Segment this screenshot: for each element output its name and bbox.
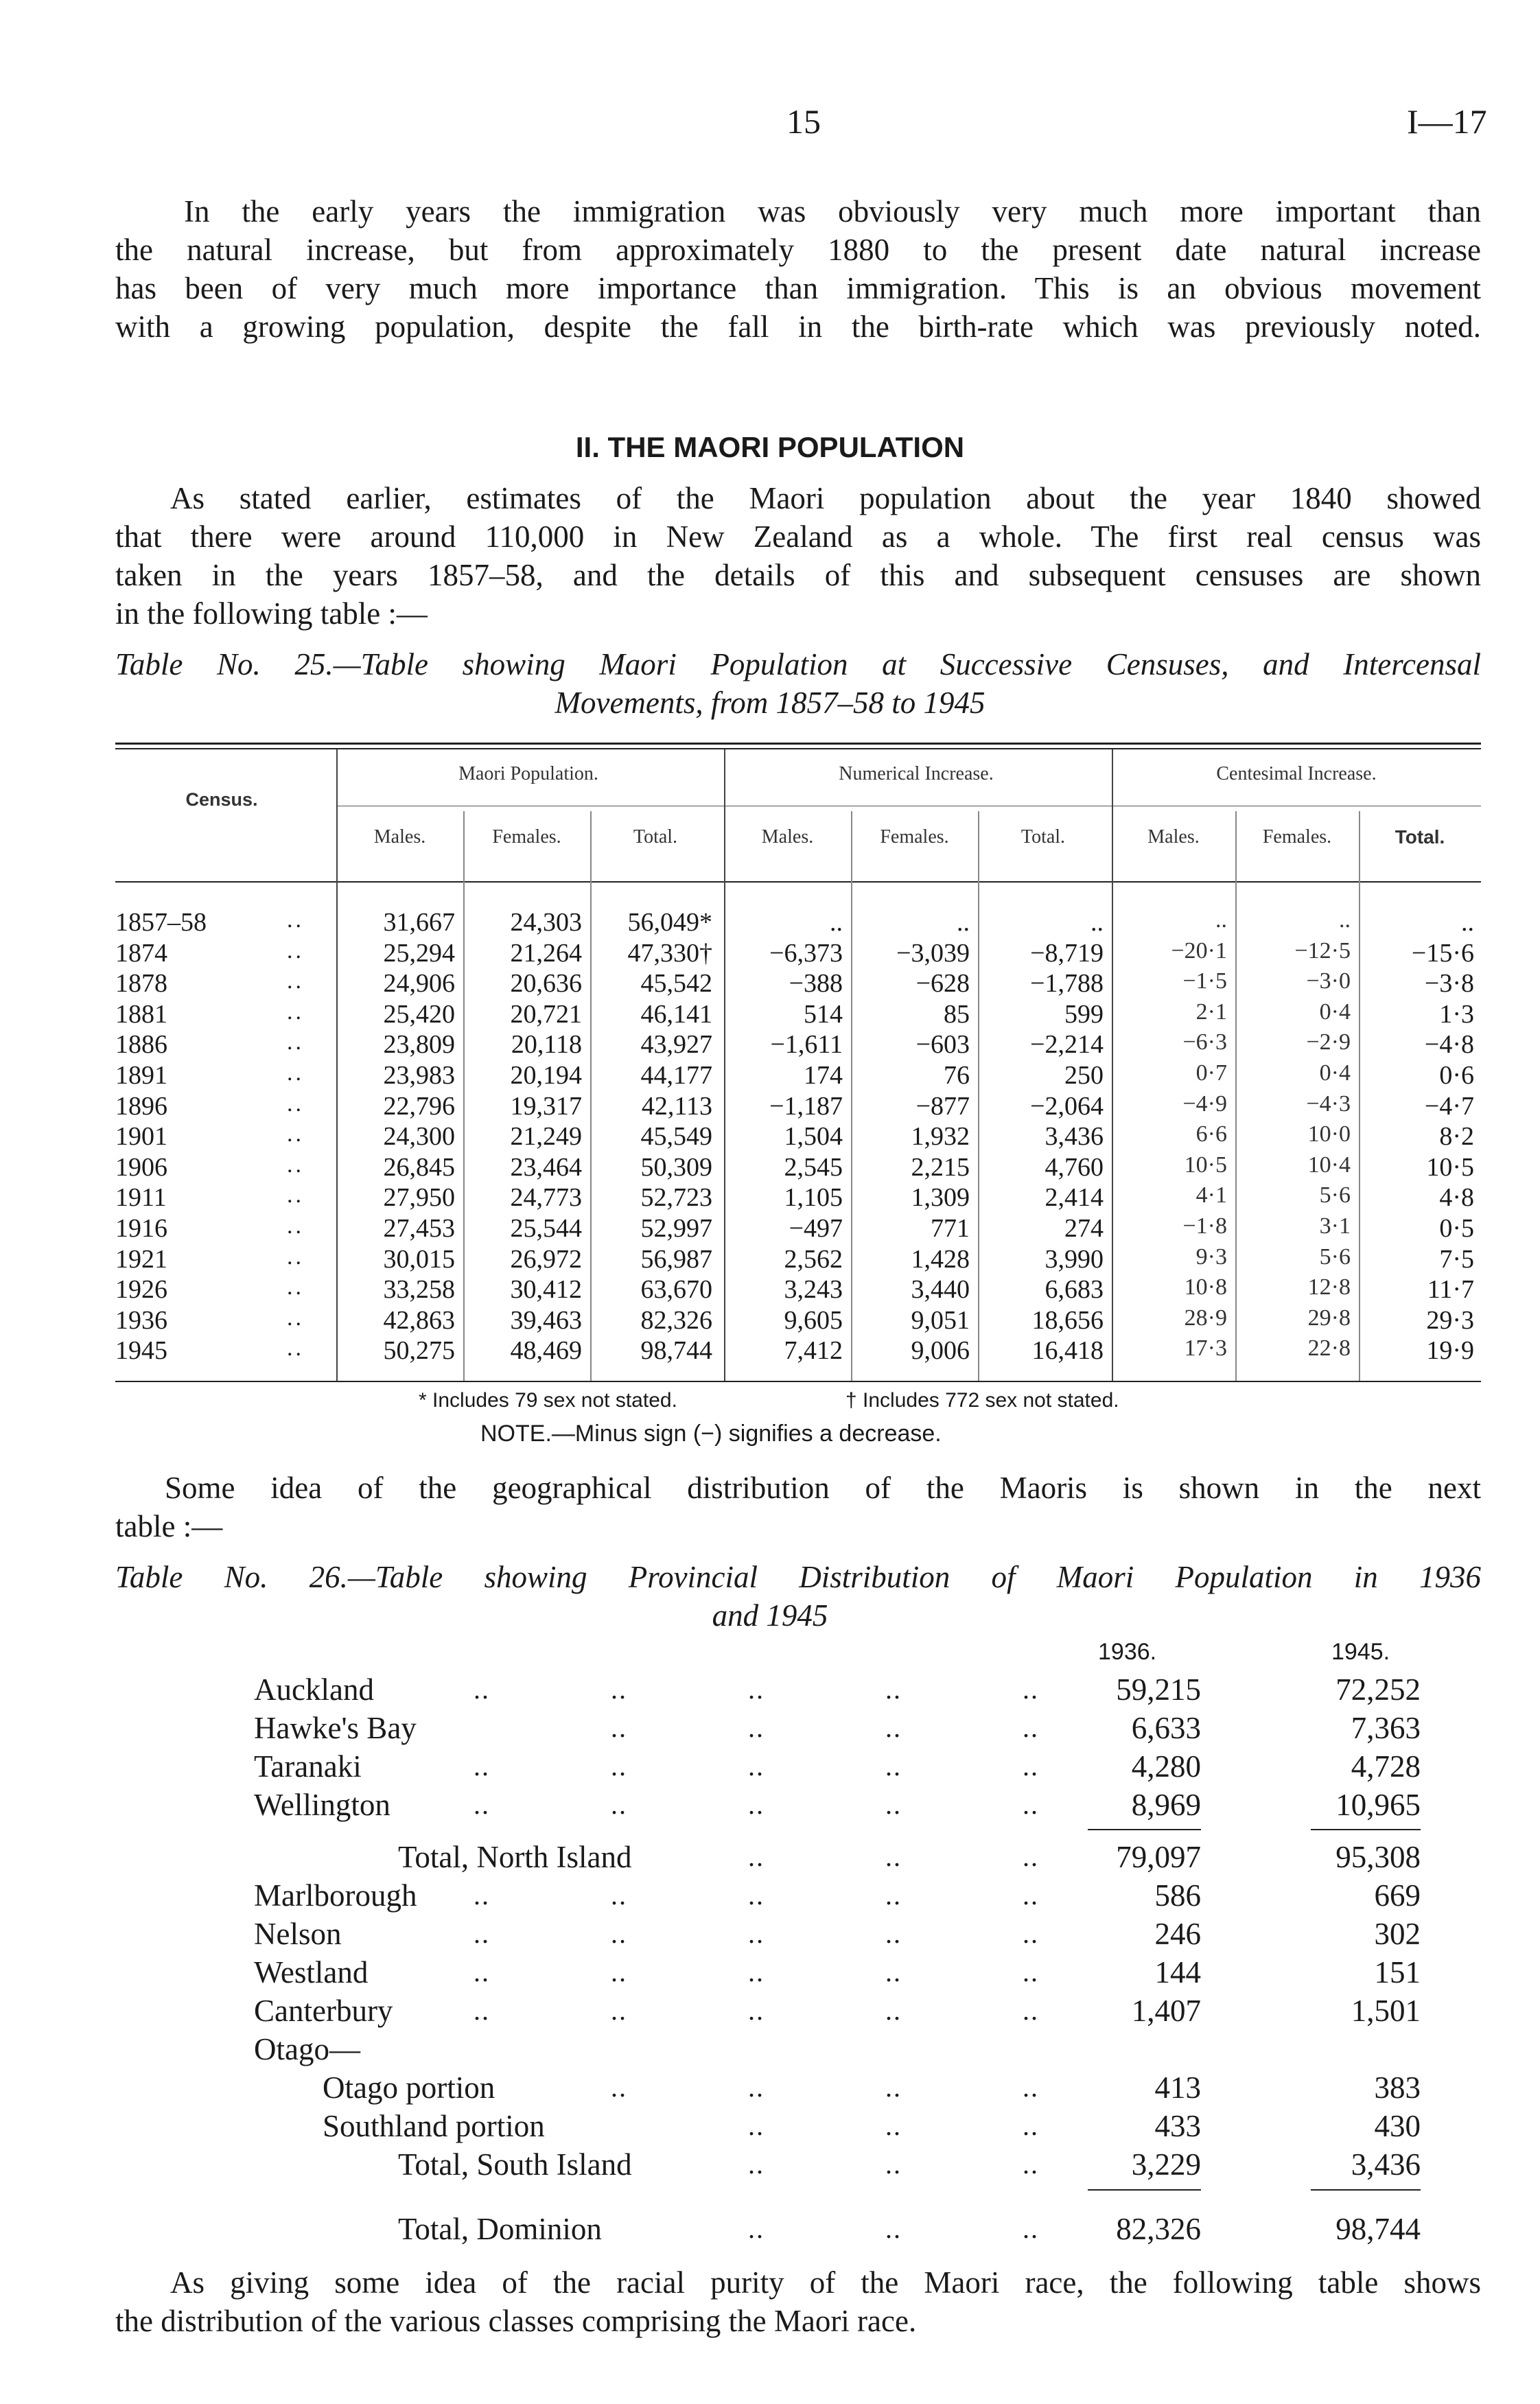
- leader-dots: ..: [748, 1841, 765, 1872]
- leader-dots: ..: [1023, 1957, 1039, 1987]
- leader-dots: ..: [885, 1841, 902, 1872]
- col-header: Males.: [1147, 826, 1200, 848]
- table-cell: 250: [1064, 1061, 1104, 1090]
- col-header: Males.: [373, 826, 426, 848]
- leader-dots: ..: [748, 2149, 765, 2180]
- leader-dots: ..: [611, 1674, 627, 1705]
- table-cell: ..: [1461, 908, 1474, 937]
- census-year: 1921: [115, 1244, 167, 1274]
- table-cell: 23,464: [510, 1152, 582, 1182]
- leader-dots: ..: [748, 1880, 765, 1911]
- table-cell: 76: [944, 1061, 970, 1090]
- table-cell: ..: [1215, 907, 1227, 933]
- province-label: Hawke's Bay: [254, 1711, 417, 1745]
- col-header: Females.: [880, 826, 949, 848]
- leader-dots: ..: [287, 1274, 304, 1300]
- table-cell: −388: [789, 969, 843, 999]
- table-cell: −6·3: [1182, 1029, 1227, 1055]
- value-1945: 430: [1374, 2109, 1421, 2143]
- census-year: 1926: [115, 1275, 167, 1305]
- province-label: Total, South Island: [398, 2147, 632, 2182]
- table-cell: −1·8: [1182, 1213, 1227, 1239]
- table-cell: −3·0: [1306, 968, 1351, 994]
- page-code: I—17: [1407, 102, 1487, 141]
- text-line: that there were around 110,000 in New Zealand as a whole. The first real census was: [115, 520, 1481, 554]
- province-label: Otago—: [254, 2032, 360, 2066]
- text-line: the natural increase, but from approximately 1880 to the present date natural increase: [115, 233, 1481, 267]
- leader-dots: ..: [474, 1674, 490, 1705]
- table-cell: 12·8: [1307, 1274, 1351, 1300]
- leader-dots: ..: [1023, 1918, 1039, 1949]
- table-cell: −4·8: [1424, 1030, 1474, 1060]
- table-cell: ..: [1339, 907, 1351, 933]
- table-cell: 8·2: [1439, 1122, 1474, 1152]
- table-cell: 1,105: [784, 1183, 843, 1213]
- census-year: 1906: [115, 1152, 167, 1182]
- table-cell: −4·7: [1424, 1091, 1474, 1121]
- table-cell: 10·4: [1307, 1152, 1351, 1178]
- col-header-1936: 1936.: [1098, 1639, 1157, 1665]
- value-1936: 586: [1154, 1878, 1201, 1913]
- leader-dots: ..: [474, 1880, 490, 1911]
- text-line: In the early years the immigration was obviously very much more important than: [184, 194, 1481, 229]
- table-cell: 50,309: [640, 1152, 712, 1182]
- province-label: Nelson: [254, 1917, 342, 1951]
- table-cell: 2,545: [784, 1152, 843, 1182]
- text-line: has been of very much more importance than immigration. This is an obvious movement: [115, 271, 1481, 305]
- census-year: 1874: [115, 938, 167, 968]
- table-cell: ..: [830, 908, 843, 937]
- table-cell: 1,932: [911, 1122, 970, 1152]
- table-cell: 4·1: [1195, 1182, 1227, 1209]
- text-line: the distribution of the various classes comprising the Maori race.: [115, 2304, 917, 2338]
- census-year: 1891: [115, 1061, 167, 1090]
- value-1945: 1,501: [1351, 1994, 1421, 2028]
- table-cell: 5·6: [1319, 1244, 1351, 1270]
- table-cell: 30,015: [383, 1244, 455, 1274]
- table-cell: −4·9: [1182, 1090, 1227, 1117]
- table-cell: 4,760: [1045, 1152, 1104, 1182]
- table-cell: −4·3: [1306, 1090, 1351, 1117]
- table-cell: 39,463: [510, 1305, 582, 1335]
- col-header: Total.: [633, 826, 678, 848]
- table-cell: 5·6: [1319, 1182, 1351, 1209]
- table-cell: 29·3: [1426, 1305, 1474, 1335]
- table-cell: −2,064: [1030, 1091, 1104, 1121]
- leader-dots: ..: [1023, 2110, 1039, 2141]
- text-line: with a growing population, despite the fall in the birth-rate which was previously noted.: [115, 310, 1481, 344]
- table-cell: 2,562: [784, 1244, 843, 1274]
- province-label: Auckland: [254, 1672, 374, 1707]
- leader-dots: ..: [748, 2072, 765, 2103]
- col-header: Total.: [1395, 826, 1445, 848]
- text-line: Some idea of the geographical distribution of the Maoris is shown in the next: [165, 1471, 1481, 1505]
- table-cell: 18,656: [1031, 1305, 1104, 1335]
- table-cell: 26,845: [383, 1152, 455, 1182]
- col-header: Total.: [1020, 826, 1066, 848]
- province-label: Wellington: [254, 1788, 390, 1822]
- leader-dots: ..: [885, 1995, 902, 2026]
- leader-dots: ..: [474, 1995, 490, 2026]
- table-25-caption: Table No. 25.—Table showing Maori Population at Successive Censuses, and Intercensal: [115, 647, 1481, 681]
- table-cell: 9·3: [1195, 1244, 1227, 1270]
- leader-dots: ..: [1023, 1751, 1039, 1782]
- text-line: As stated earlier, estimates of the Maori population about the year 1840 showed: [170, 481, 1481, 515]
- value-1936: 144: [1154, 1955, 1201, 1989]
- table-cell: 7·5: [1439, 1244, 1474, 1274]
- leader-dots: ..: [885, 2072, 902, 2103]
- table-cell: 2,414: [1045, 1183, 1104, 1213]
- leader-dots: ..: [885, 2149, 902, 2180]
- table-cell: 6,683: [1045, 1275, 1104, 1305]
- table-cell: 1,504: [784, 1122, 843, 1152]
- table-cell: −1,788: [1030, 969, 1104, 999]
- table-cell: −1·5: [1182, 968, 1227, 994]
- table-cell: 0·4: [1319, 999, 1351, 1025]
- census-year: 1936: [115, 1305, 167, 1335]
- text-line: As giving some idea of the racial purity of the Maori race, the following table shows: [170, 2265, 1481, 2300]
- province-label: Total, North Island: [398, 1840, 632, 1874]
- table-cell: −12·5: [1294, 937, 1351, 964]
- census-header: Census.: [185, 789, 258, 810]
- leader-dots: ..: [748, 1957, 765, 1987]
- leader-dots: ..: [474, 1918, 490, 1949]
- table-cell: −2·9: [1306, 1029, 1351, 1055]
- leader-dots: ..: [1023, 2072, 1039, 2103]
- leader-dots: ..: [885, 1751, 902, 1782]
- leader-dots: ..: [885, 1789, 902, 1820]
- table-cell: ..: [957, 908, 970, 937]
- leader-dots: ..: [611, 1918, 627, 1949]
- table-cell: 50,275: [383, 1336, 455, 1366]
- leader-dots: ..: [287, 1121, 304, 1147]
- table-cell: 9,051: [911, 1305, 970, 1335]
- leader-dots: ..: [1023, 1674, 1039, 1705]
- table-cell: 0·5: [1439, 1214, 1474, 1243]
- value-1936: 4,280: [1131, 1749, 1201, 1784]
- table-cell: 514: [804, 999, 843, 1029]
- leader-dots: ..: [885, 1674, 902, 1705]
- table-cell: 771: [931, 1214, 970, 1243]
- table-cell: 9,006: [911, 1336, 970, 1366]
- leader-dots: ..: [748, 1789, 765, 1820]
- leader-dots: ..: [748, 1995, 765, 2026]
- table-cell: 46,141: [640, 999, 712, 1029]
- leader-dots: ..: [611, 2072, 627, 2103]
- province-label: Marlborough: [254, 1878, 417, 1913]
- table-cell: 25,420: [383, 999, 455, 1029]
- table-cell: 1,309: [911, 1183, 970, 1213]
- table-cell: 21,264: [510, 938, 582, 968]
- table-cell: 19·9: [1426, 1336, 1474, 1366]
- leader-dots: ..: [611, 1751, 627, 1782]
- leader-dots: ..: [287, 1335, 304, 1362]
- group-header-centesimal: Centesimal Increase.: [1216, 763, 1377, 784]
- census-year: 1881: [115, 999, 167, 1029]
- table-cell: 21,249: [510, 1122, 582, 1152]
- leader-dots: ..: [287, 1090, 304, 1117]
- table-cell: 3,243: [784, 1275, 843, 1305]
- leader-dots: ..: [1023, 1841, 1039, 1872]
- leader-dots: ..: [748, 1712, 765, 1743]
- table-cell: 85: [944, 999, 970, 1029]
- footnote-star: * Includes 79 sex not stated.: [419, 1389, 677, 1412]
- table-cell: −603: [915, 1030, 970, 1060]
- leader-dots: ..: [611, 1995, 627, 2026]
- leader-dots: ..: [287, 1305, 304, 1331]
- table-cell: 3,440: [911, 1275, 970, 1305]
- census-year: 1916: [115, 1214, 167, 1243]
- leader-dots: ..: [287, 1060, 304, 1086]
- table-cell: 28·9: [1184, 1305, 1227, 1331]
- table-cell: 33,258: [383, 1275, 455, 1305]
- leader-dots: ..: [885, 2110, 902, 2141]
- table-cell: 44,177: [640, 1061, 712, 1090]
- col-header: Females.: [492, 826, 561, 848]
- table-cell: 274: [1064, 1214, 1104, 1243]
- table-cell: 24,773: [510, 1183, 582, 1213]
- table-cell: 20,118: [511, 1030, 582, 1060]
- table-cell: 56,987: [640, 1244, 712, 1274]
- table-cell: 3·1: [1319, 1213, 1351, 1239]
- leader-dots: ..: [1023, 1712, 1039, 1743]
- table-cell: 98,744: [640, 1336, 712, 1366]
- leader-dots: ..: [885, 1712, 902, 1743]
- table-cell: 20,721: [510, 999, 582, 1029]
- text-line: in the following table :—: [115, 596, 428, 631]
- leader-dots: ..: [287, 1182, 304, 1209]
- leader-dots: ..: [474, 1751, 490, 1782]
- table-cell: 42,863: [383, 1305, 455, 1335]
- leader-dots: ..: [287, 1152, 304, 1178]
- table-26-caption: Table No. 26.—Table showing Provincial Distribution of Maori Population in 1936: [115, 1560, 1481, 1594]
- leader-dots: ..: [748, 1751, 765, 1782]
- table-cell: 24,300: [383, 1122, 455, 1152]
- province-label: Taranaki: [254, 1749, 362, 1784]
- table-cell: −1,187: [769, 1091, 843, 1121]
- value-1945: 302: [1374, 1917, 1421, 1951]
- census-year: 1911: [115, 1183, 167, 1213]
- value-1936: 433: [1154, 2109, 1201, 2143]
- table-cell: −8,719: [1030, 938, 1104, 968]
- leader-dots: ..: [748, 2213, 765, 2244]
- leader-dots: ..: [611, 1712, 627, 1743]
- table-cell: −2,214: [1030, 1030, 1104, 1060]
- leader-dots: ..: [611, 1880, 627, 1911]
- text-line: table :—: [115, 1509, 223, 1543]
- leader-dots: ..: [1023, 1789, 1039, 1820]
- table-cell: 174: [804, 1061, 843, 1090]
- value-1945: 72,252: [1335, 1672, 1421, 1707]
- table-cell: −497: [789, 1214, 843, 1243]
- value-1936: 246: [1154, 1917, 1201, 1951]
- table-cell: 20,194: [510, 1061, 582, 1090]
- province-label: Southland portion: [323, 2109, 545, 2143]
- leader-dots: ..: [1023, 1880, 1039, 1911]
- table-cell: 22·8: [1307, 1335, 1351, 1362]
- table-cell: 4·8: [1439, 1183, 1474, 1213]
- leader-dots: ..: [885, 1918, 902, 1949]
- leader-dots: ..: [1023, 1995, 1039, 2026]
- table-cell: 47,330†: [627, 938, 712, 968]
- province-label: Otago portion: [323, 2070, 495, 2105]
- table-cell: 31,667: [383, 908, 455, 937]
- value-1945: 10,965: [1335, 1788, 1421, 1822]
- group-header-population: Maori Population.: [458, 763, 598, 784]
- table-cell: 27,950: [383, 1183, 455, 1213]
- table-26-caption-cont: and 1945: [712, 1598, 828, 1633]
- col-header: Females.: [1262, 826, 1332, 848]
- census-year: 1901: [115, 1122, 167, 1152]
- value-1945: 98,744: [1335, 2212, 1421, 2246]
- table-cell: 10·0: [1307, 1121, 1351, 1147]
- leader-dots: ..: [287, 1244, 304, 1270]
- value-1945: 669: [1374, 1878, 1421, 1913]
- leader-dots: ..: [611, 1789, 627, 1820]
- text-line: taken in the years 1857–58, and the details of this and subsequent censuses are shown: [115, 558, 1481, 592]
- table-cell: 45,542: [640, 969, 712, 999]
- value-1945: 3,436: [1351, 2147, 1421, 2182]
- col-header: Males.: [761, 826, 814, 848]
- table-cell: 24,906: [383, 969, 455, 999]
- leader-dots: ..: [1023, 2213, 1039, 2244]
- table-cell: 27,453: [383, 1214, 455, 1243]
- table-cell: 25,294: [383, 938, 455, 968]
- leader-dots: ..: [885, 1957, 902, 1987]
- col-header-1945: 1945.: [1331, 1639, 1390, 1665]
- table-cell: −15·6: [1411, 938, 1474, 968]
- table-cell: 10·8: [1184, 1274, 1227, 1300]
- census-year: 1878: [115, 969, 167, 999]
- section-title: II. THE MAORI POPULATION: [575, 431, 965, 463]
- leader-dots: ..: [287, 1213, 304, 1239]
- table-cell: 24,303: [510, 908, 582, 937]
- table-cell: 23,809: [383, 1030, 455, 1060]
- value-1945: 95,308: [1335, 1840, 1421, 1874]
- value-1936: 413: [1154, 2070, 1201, 2105]
- value-1936: 8,969: [1131, 1788, 1201, 1822]
- table-cell: −20·1: [1171, 937, 1227, 964]
- table-cell: 30,412: [510, 1275, 582, 1305]
- table-cell: 17·3: [1184, 1335, 1227, 1362]
- table-cell: 7,412: [784, 1336, 843, 1366]
- table-cell: 1,428: [911, 1244, 970, 1274]
- table-cell: 43,927: [640, 1030, 712, 1060]
- table-cell: −628: [915, 969, 970, 999]
- value-1936: 79,097: [1116, 1840, 1201, 1874]
- table-cell: 3,990: [1045, 1244, 1104, 1274]
- table-25-caption-cont: Movements, from 1857–58 to 1945: [555, 686, 985, 720]
- table-cell: 0·4: [1319, 1060, 1351, 1086]
- value-1945: 383: [1374, 2070, 1421, 2105]
- census-year: 1945: [115, 1336, 167, 1366]
- leader-dots: ..: [287, 1029, 304, 1055]
- table-cell: 2·1: [1195, 999, 1227, 1025]
- leader-dots: ..: [611, 1957, 627, 1987]
- value-1936: 59,215: [1116, 1672, 1201, 1707]
- leader-dots: ..: [748, 2110, 765, 2141]
- note-minus-sign: NOTE.—Minus sign (−) signifies a decrease.: [480, 1421, 942, 1447]
- province-label: Westland: [254, 1955, 369, 1989]
- table-cell: 29·8: [1307, 1305, 1351, 1331]
- census-year: 1886: [115, 1030, 167, 1060]
- value-1936: 1,407: [1131, 1994, 1201, 2028]
- table-cell: −6,373: [769, 938, 843, 968]
- table-cell: 52,997: [640, 1214, 712, 1243]
- province-label: Total, Dominion: [398, 2212, 602, 2246]
- value-1945: 4,728: [1351, 1749, 1421, 1784]
- value-1945: 151: [1374, 1955, 1421, 1989]
- table-cell: 48,469: [510, 1336, 582, 1366]
- leader-dots: ..: [1023, 2149, 1039, 2180]
- value-1936: 6,633: [1131, 1711, 1201, 1745]
- table-cell: 10·5: [1426, 1152, 1474, 1182]
- leader-dots: ..: [287, 907, 304, 933]
- leader-dots: ..: [748, 1674, 765, 1705]
- table-cell: 26,972: [510, 1244, 582, 1274]
- table-cell: 23,983: [383, 1061, 455, 1090]
- table-cell: −1,611: [770, 1030, 843, 1060]
- table-cell: −3,039: [896, 938, 970, 968]
- leader-dots: ..: [885, 2213, 902, 2244]
- table-cell: 0·7: [1195, 1060, 1227, 1086]
- table-cell: 0·6: [1439, 1061, 1474, 1090]
- table-cell: −3·8: [1424, 969, 1474, 999]
- table-cell: 10·5: [1184, 1152, 1227, 1178]
- leader-dots: ..: [287, 937, 304, 964]
- table-cell: 2,215: [911, 1152, 970, 1182]
- leader-dots: ..: [287, 999, 304, 1025]
- group-header-numerical: Numerical Increase.: [839, 763, 994, 784]
- footnote-dagger: † Includes 772 sex not stated.: [845, 1389, 1119, 1412]
- table-cell: 3,436: [1045, 1122, 1104, 1152]
- table-cell: 20,636: [510, 969, 582, 999]
- leader-dots: ..: [474, 1789, 490, 1820]
- leader-dots: ..: [748, 1918, 765, 1949]
- leader-dots: ..: [287, 968, 304, 994]
- table-cell: ..: [1090, 908, 1104, 937]
- leader-dots: ..: [885, 1880, 902, 1911]
- table-cell: 9,605: [784, 1305, 843, 1335]
- table-cell: 599: [1064, 999, 1104, 1029]
- page-number: 15: [786, 102, 821, 141]
- table-25: [115, 743, 1481, 1394]
- table-cell: 11·7: [1427, 1275, 1474, 1305]
- province-label: Canterbury: [254, 1994, 393, 2028]
- table-cell: 1·3: [1439, 999, 1474, 1029]
- value-1945: 7,363: [1351, 1711, 1421, 1745]
- table-cell: 42,113: [641, 1091, 712, 1121]
- table-cell: 16,418: [1031, 1336, 1104, 1366]
- table-cell: 45,549: [640, 1122, 712, 1152]
- table-cell: 56,049*: [627, 908, 712, 937]
- table-cell: 6·6: [1195, 1121, 1227, 1147]
- table-cell: 22,796: [383, 1091, 455, 1121]
- census-year: 1857–58: [115, 908, 207, 937]
- table-cell: 52,723: [640, 1183, 712, 1213]
- leader-dots: ..: [474, 1957, 490, 1987]
- table-cell: 19,317: [510, 1091, 582, 1121]
- table-cell: 25,544: [510, 1214, 582, 1243]
- value-1936: 82,326: [1116, 2212, 1201, 2246]
- table-cell: 82,326: [640, 1305, 712, 1335]
- value-1936: 3,229: [1131, 2147, 1201, 2182]
- table-cell: −877: [915, 1091, 970, 1121]
- census-year: 1896: [115, 1091, 167, 1121]
- table-cell: 63,670: [640, 1275, 712, 1305]
